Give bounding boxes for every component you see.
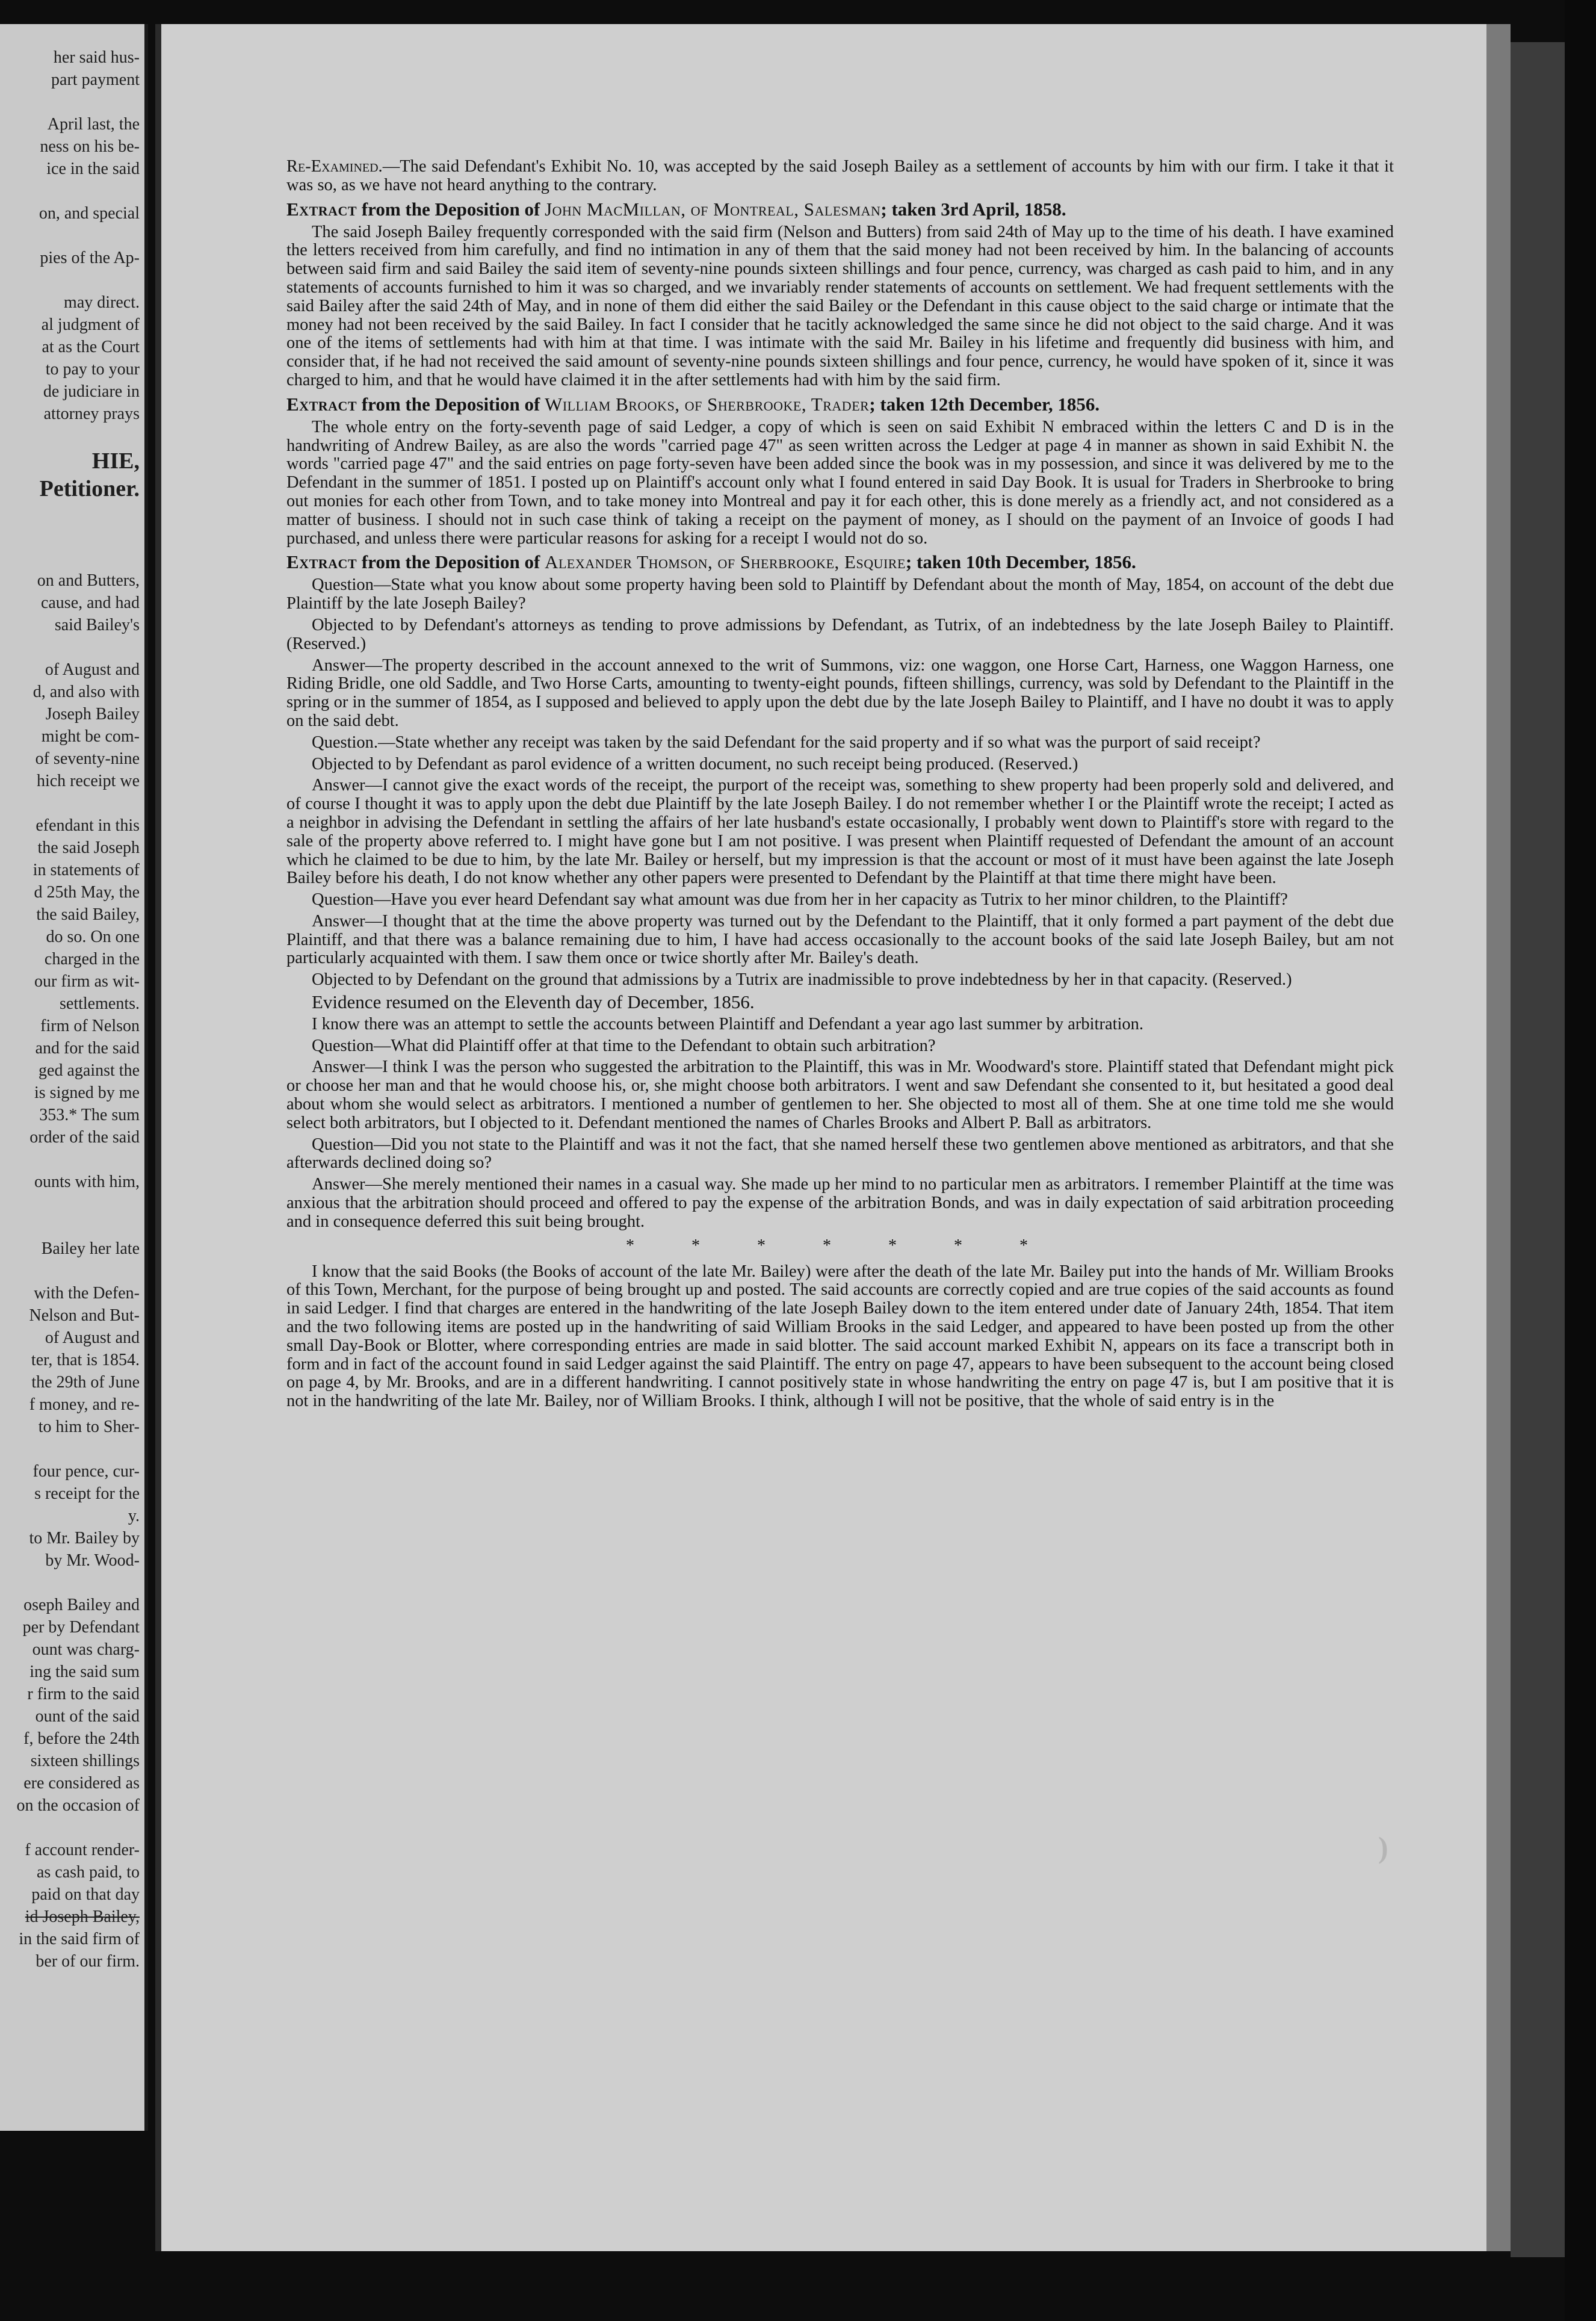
testimony-paragraph: The said Joseph Bailey frequently corresponded with the said firm (Nelson and Butters) from said 24th of May up to the time of his death. I have examined the letters received from him carefully, and find no intimation in any of them that the said money had not been received by him. In the balancing of accounts between said firm and said Bailey the said item of seventy-nine pounds sixteen shillings and four pence, currency, was charged as cash paid to him, and in any statements of accounts furnished to him it was so charged, and we invariably render statements of accounts on settlement. We had frequent settlements with the said Bailey after the said 24th of May, and in none of them did either the said Bailey or the Defendant in this cause object to the said charge or intimate that the money had not been received by the said Bailey. In fact I consider that he tacitly acknowledged the same since he did not object to the said charge. And it was one of the items of settlements had with him at that time. I was intimate with the said Mr. Bailey in his lifetime and frequently did business with him, and consider that, if he had not received the said amount of seventy-nine pounds sixteen shillings and four pence, currency, he would have spoken of it, since it was charged to him, and that he would have claimed it in the after settlements had with him by the said firm. bbox=[286, 222, 1394, 389]
deposition-sections bbox=[286, 199, 1394, 990]
testimony-paragraph: Question—Did you not state to the Plaintiff and was it not the fact, that she named herself these two gentlemen above mentioned as arbitrators, and that she afterwards declined doing so? bbox=[286, 1135, 1394, 1173]
left-strip-line: the said Joseph bbox=[37, 838, 140, 857]
left-strip-line: y. bbox=[128, 1507, 140, 1525]
left-strip-line: Petitioner. bbox=[39, 476, 140, 501]
testimony-paragraph: Question—What did Plaintiff offer at that time to the Defendant to obtain such arbitration? bbox=[312, 1036, 936, 1055]
left-strip-line: in the said firm of bbox=[19, 1930, 140, 1948]
left-strip-line: part payment bbox=[51, 70, 140, 89]
left-strip-line: of seventy-nine bbox=[35, 749, 140, 768]
left-strip-line: f money, and re- bbox=[29, 1395, 140, 1414]
reexamined-label: Re-Examined. bbox=[286, 157, 383, 176]
left-strip-line: id Joseph Bailey, bbox=[25, 1907, 140, 1926]
left-strip-line bbox=[0, 503, 144, 525]
adjacent-page-strip bbox=[0, 24, 148, 2131]
left-strip-line bbox=[0, 91, 144, 113]
left-strip-line bbox=[0, 225, 144, 247]
left-strip-line: the 29th of June bbox=[31, 1373, 140, 1392]
left-strip-line: in statements of bbox=[32, 861, 140, 879]
testimony-paragraph: Answer—She merely mentioned their names in a casual way. She made up her mind to no particular men as arbitrators. I remember Plaintiff at the time was anxious that the arbitration should proceed and offered to pay the expense of the arbitration Bonds, and was in daily expectation of said arbitration proceeding and in consequence deferred this suit being brought. bbox=[286, 1175, 1394, 1231]
left-strip-line: ber of our firm. bbox=[36, 1952, 140, 1971]
left-strip-line: de judiciare in bbox=[43, 382, 140, 401]
left-strip-line bbox=[0, 425, 144, 447]
left-strip-line: to Mr. Bailey by bbox=[29, 1529, 140, 1548]
heading-lead: Extract bbox=[286, 551, 357, 573]
scan-border bbox=[1565, 0, 1596, 2321]
heading-from: from the Deposition of bbox=[357, 551, 545, 573]
left-strip-line: on, and special bbox=[39, 204, 140, 223]
left-strip-line: per by Defendant bbox=[22, 1618, 140, 1637]
left-strip-line: ount of the said bbox=[35, 1707, 140, 1726]
heading-from: from the Deposition of bbox=[357, 393, 545, 415]
page-edge-shadow bbox=[1511, 42, 1565, 2257]
left-strip-line bbox=[0, 636, 144, 658]
heading-lead: Extract bbox=[286, 198, 357, 220]
left-strip-line: ing the said sum bbox=[29, 1663, 140, 1681]
left-strip-line bbox=[0, 547, 144, 569]
left-strip-line: April last, the bbox=[47, 115, 140, 134]
left-strip-line bbox=[0, 1215, 144, 1238]
left-strip-line: Joseph Bailey bbox=[45, 705, 140, 724]
omission-dots: * * * * * * * bbox=[626, 1236, 1054, 1255]
reexamined-paragraph bbox=[286, 158, 1394, 195]
left-strip-line: on and Butters, bbox=[37, 571, 140, 590]
left-strip-line: f, before the 24th bbox=[23, 1729, 140, 1748]
left-strip-line: cause, and had bbox=[40, 593, 140, 612]
left-strip-line: might be com- bbox=[41, 727, 140, 746]
left-strip-line: paid on that day bbox=[31, 1885, 140, 1904]
left-strip-line: Nelson and But- bbox=[29, 1306, 140, 1325]
left-strip-line: ice in the said bbox=[46, 160, 140, 178]
left-strip-line: ounts with him, bbox=[34, 1173, 140, 1191]
testimony-paragraph: Question—State what you know about some property having been sold to Plaintiff by Defendant about the month of May, 1854, on account of the debt due Plaintiff by the late Joseph Bailey? bbox=[286, 575, 1394, 613]
left-strip-line bbox=[0, 525, 144, 547]
deponent-name: Alexander Thomson, of Sherbrooke, Esquire bbox=[545, 551, 906, 573]
left-strip-line: do so. On one bbox=[46, 928, 140, 946]
left-strip-line: ter, that is 1854. bbox=[31, 1351, 140, 1369]
final-paragraph: I know that the said Books (the Books of account of the late Mr. Bailey) were after the death of the late Mr. Bailey put into the hands of Mr. William Brooks of this Town, Merchant, for the purpose of being brought up and posted. The said accounts are correctly copied and are true copies of the said accounts as found in said Ledger. I find that charges are entered in the handwriting of the late Joseph Bailey down to the item entered under date of January 24th, 1854. That item and the two following items are posted up in the handwriting of said William Brooks in the said Ledger, and appeared to have been posted up from the other small Day-Book or Blotter, where corresponding entries are made in said blotter. The said account marked Exhibit N, appears on its face a transcript both in form and in fact of the account found in said Ledger against the said Plaintiff. The entry on page 47, appears to have been subsequent to the account being closed on page 4, by Mr. Brooks, and are in a different handwriting. I cannot positively state in whose handwriting the entry on page 47 is, but I am positive that it is not in the handwriting of the late Mr. Bailey, nor of William Brooks. I think, although I will not be positive, that the whole of said entry is in the bbox=[286, 1262, 1394, 1411]
testimony-paragraph: Question—Have you ever heard Defendant say what amount was due from her in her capacity as Tutrix to her minor children, to the Plaintiff? bbox=[312, 890, 1288, 909]
resumed-testimony bbox=[286, 1015, 1394, 1232]
left-strip-line: said Bailey's bbox=[54, 616, 140, 634]
deposition-heading bbox=[286, 199, 1394, 220]
left-strip-line: as cash paid, to bbox=[36, 1863, 140, 1882]
left-strip-line bbox=[0, 180, 144, 202]
document-body bbox=[286, 158, 1394, 1414]
left-strip-line: her said hus- bbox=[53, 48, 140, 67]
left-strip-line: sixteen shillings bbox=[30, 1752, 140, 1770]
left-strip-line: d, and also with bbox=[32, 683, 140, 701]
left-strip-line: settlements. bbox=[60, 994, 140, 1013]
left-strip-line: on the occasion of bbox=[16, 1796, 140, 1815]
deponent-name: William Brooks, of Sherbrooke, Trader bbox=[545, 393, 870, 415]
deposition-date: ; taken 10th December, 1856. bbox=[905, 551, 1136, 573]
left-strip-line bbox=[0, 1193, 144, 1215]
left-strip-line bbox=[0, 269, 144, 291]
deposition-date: ; taken 3rd April, 1858. bbox=[880, 198, 1066, 220]
testimony-paragraph: Answer—I think I was the person who suggested the arbitration to the Plaintiff, this was in Mr. Woodward's store. Plaintiff stated that Defendant might pick or choose her man and that he would choose his, or, she might choose both arbitrators. I went and saw Defendant she consented to it, but hesitated a good deal about whom she would select as arbitrators. I mentioned a number of gentlemen to her. She objected to most all of them. She at one time told me she would select both arbitrators, but I objected to it. Defendant mentioned the names of Charles Brooks and Albert P. Ball as arbitrators. bbox=[286, 1058, 1394, 1132]
left-strip-line: of August and bbox=[45, 1328, 140, 1347]
left-strip-line: of August and bbox=[45, 660, 140, 679]
testimony-paragraph: Answer—I cannot give the exact words of the receipt, the purport of the receipt was, something to shew property had been properly sold and delivered, and of course I thought it was to apply upon the debt due Plaintiff by the late Joseph Bailey. I do not remember whether I or the Plaintiff wrote the receipt; I acted as a neighbor in advising the Defendant in settling the affairs of her late husband's estate occasionally, I probably went down to Plaintiff's store with regard to the sale of the property above referred to. I might have gone but I am not positive. I was present when Plaintiff requested of Defendant the amount of an account which he claimed to be due to him, by the late Mr. Bailey or herself, but my impression is that the account or most of it must have been against the late Joseph Bailey before his death, I do not know whether any other papers were presented to Defendant by the Plaintiff at that time there might have been. bbox=[286, 776, 1394, 888]
left-strip-line: HIE, bbox=[91, 448, 140, 474]
left-strip-line: charged in the bbox=[44, 950, 140, 968]
heading-lead: Extract bbox=[286, 393, 357, 415]
reexamined-text: —The said Defendant's Exhibit No. 10, was accepted by the said Joseph Bailey as a settlement of accounts by him with our firm. I take it that it was so, as we have not heard anything to the contrary. bbox=[286, 157, 1394, 194]
left-strip-line: to him to Sher- bbox=[38, 1418, 140, 1436]
testimony-paragraph: Objected to by Defendant's attorneys as tending to prove admissions by Defendant, as Tutrix, of an indebtedness by the late Joseph Bailey to Plaintiff. (Reserved.) bbox=[286, 615, 1394, 653]
left-strip-line: our firm as wit- bbox=[34, 972, 140, 991]
left-strip-line: to pay to your bbox=[45, 360, 140, 379]
heading-from: from the Deposition of bbox=[357, 198, 545, 220]
left-strip-line: efendant in this bbox=[36, 816, 140, 835]
left-strip-line bbox=[0, 1438, 144, 1460]
left-strip-line: s receipt for the bbox=[34, 1484, 140, 1503]
left-strip-line bbox=[0, 1572, 144, 1594]
left-strip-line: order of the said bbox=[29, 1128, 140, 1147]
left-strip-line: r firm to the said bbox=[27, 1685, 140, 1703]
left-strip-line: with the Defen- bbox=[34, 1284, 140, 1303]
left-strip-line: four pence, cur- bbox=[32, 1462, 140, 1481]
left-strip-line: the said Bailey, bbox=[36, 905, 140, 924]
testimony-paragraph: Question.—State whether any receipt was taken by the said Defendant for the said property and if so what was the purport of said receipt? bbox=[312, 733, 1261, 752]
left-strip-line bbox=[0, 24, 144, 46]
testimony-paragraph: I know there was an attempt to settle the accounts between Plaintiff and Defendant a year ago last summer by arbitration. bbox=[312, 1014, 1144, 1033]
testimony-paragraph: Answer—I thought that at the time the above property was turned out by the Defendant to the Plaintiff, that it only formed a part payment of the debt due Plaintiff, and that there was a balance remaining due to him, I have had access occasionally to the account books of the said late Joseph Bailey, but am not particularly acquainted with them. I saw them once or twice shortly after Mr. Bailey's death. bbox=[286, 911, 1394, 968]
left-strip-line: pies of the Ap- bbox=[40, 249, 140, 267]
deposition-date: ; taken 12th December, 1856. bbox=[869, 393, 1100, 415]
left-strip-line: is signed by me bbox=[34, 1083, 140, 1102]
deponent-name: John MacMillan, of Montreal, Salesman bbox=[545, 198, 881, 220]
left-strip-line: attorney prays bbox=[43, 404, 140, 423]
testimony-paragraph: Answer—The property described in the account annexed to the writ of Summons, viz: one waggon, one Horse Cart, Harness, one Waggon Harness, one Riding Bridle, one old Saddle, and Two Horse Carts, amounting to twenty-eight pounds, fifteen shillings, currency, was sold by Defendant to the Plaintiff in the spring or in the summer of 1854, as I supposed and believed to apply upon the debt due by the late Joseph Bailey to Plaintiff, and I have no doubt it was to apply on the said debt. bbox=[286, 655, 1394, 730]
left-strip-line: ere considered as bbox=[23, 1774, 140, 1793]
left-strip-line bbox=[0, 1148, 144, 1171]
left-strip-line: ged against the bbox=[39, 1061, 140, 1080]
deposition-heading bbox=[286, 552, 1394, 572]
evidence-resumed-heading: Evidence resumed on the Eleventh day of December, 1856. bbox=[312, 991, 755, 1013]
left-strip-line: ness on his be- bbox=[40, 137, 140, 156]
left-strip-line: hich receipt we bbox=[36, 772, 140, 790]
left-strip-line: and for the said bbox=[35, 1039, 140, 1058]
left-strip-line: by Mr. Wood- bbox=[45, 1551, 140, 1570]
left-strip-line: ount was charg- bbox=[32, 1640, 140, 1659]
left-strip-line bbox=[0, 1817, 144, 1839]
left-strip-line bbox=[0, 792, 144, 814]
page-edge bbox=[1486, 24, 1511, 2251]
left-strip-line: 353.* The sum bbox=[39, 1106, 140, 1124]
bleed-through-mark: ) bbox=[1378, 1830, 1388, 1864]
testimony-paragraph: The whole entry on the forty-seventh page of said Ledger, a copy of which is seen on said Exhibit N embraced within the letters C and D is in the handwriting of Andrew Bailey, as are also the words "carried page 47" as seen written across the Ledger at page 4 in manner as shown in said Exhibit N. the words "carried page 47" and the said entries on page forty-seven have been added since the book was in my possession, and since it was delivered by me to the Defendant in the summer of 1851. I posted up on Plaintiff's account only what I found entered in said Day Book. It is usual for Traders in Sherbrooke to bring out monies for each other from Town, and to take money into Montreal and pay it for each other, this is done merely as a friendly act, and not considered as a matter of business. I should not in such case think of taking a receipt on the payment of money, as I should on the payment of an Invoice of goods I had purchased, and unless there were particular reasons for asking for a receipt I would not do so. bbox=[286, 417, 1394, 548]
deposition-heading bbox=[286, 394, 1394, 415]
left-strip-line: al judgment of bbox=[41, 315, 140, 334]
left-strip-line bbox=[0, 1260, 144, 1282]
left-strip-line: f account render- bbox=[25, 1841, 140, 1859]
left-strip-line: firm of Nelson bbox=[40, 1017, 140, 1035]
left-strip-line: Bailey her late bbox=[41, 1239, 140, 1258]
testimony-paragraph: Objected to by Defendant as parol evidence of a written document, no such receipt being produced. (Reserved.) bbox=[312, 754, 1078, 773]
left-strip-line: may direct. bbox=[64, 293, 140, 312]
left-strip-line: d 25th May, the bbox=[34, 883, 140, 902]
testimony-paragraph: Objected to by Defendant on the ground that admissions by a Tutrix are inadmissible to prove indebtedness by her in that capacity. (Reserved.) bbox=[312, 970, 1292, 990]
left-strip-line: oseph Bailey and bbox=[23, 1596, 140, 1614]
left-strip-line: at as the Court bbox=[42, 338, 140, 356]
